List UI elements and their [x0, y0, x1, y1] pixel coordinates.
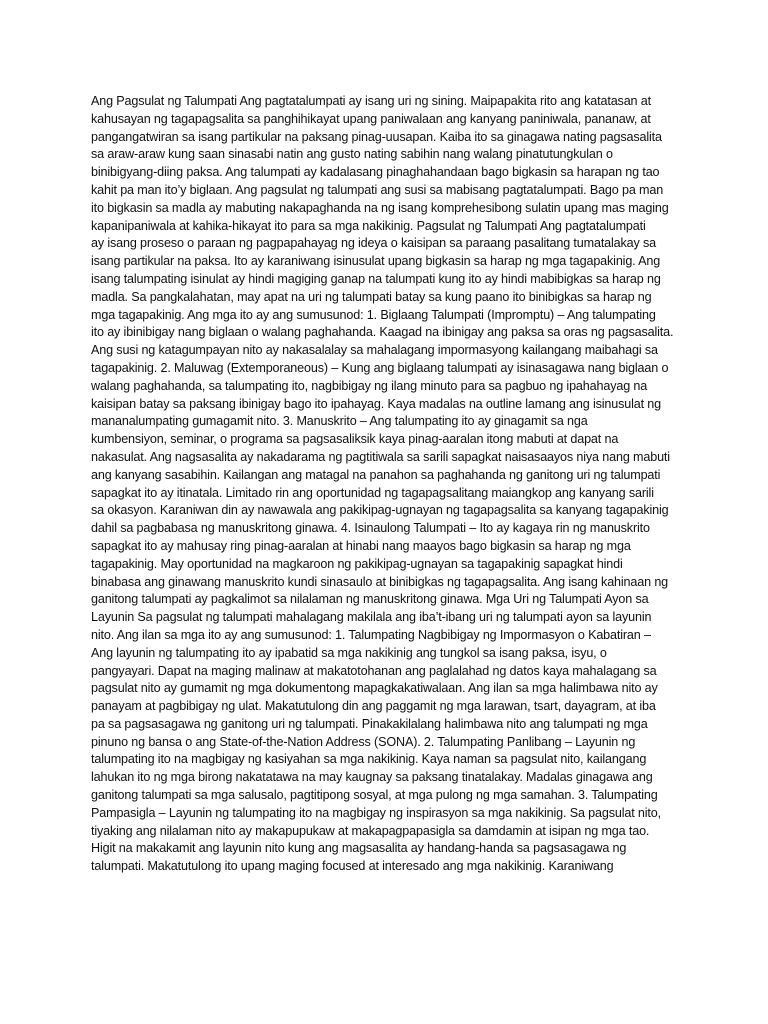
text-line: tiyaking ang nilalaman nito ay makapupukaw at makapagpapasigla sa damdamin at isipan ng mga tao. — [91, 823, 650, 838]
text-line: talumpati. Makatutulong ito upang maging focused at interesado ang mga nakikinig. Karaniwang — [91, 859, 614, 874]
text-line: dahil sa pagbabasa ng manuskritong ginawa. 4. Isinaulong Talumpati – Ito ay kagaya rin ng manuskrito — [91, 521, 650, 536]
text-line: pangangatwiran sa isang partikular na paksang pinag-uusapan. Kaiba ito sa ginagawa nating pagsasalita — [91, 129, 662, 144]
text-line: Pampasigla – Layunin ng talumpating ito na magbigay ng inspirasyon sa mga nakikinig. Sa pagsulat nito, — [91, 805, 661, 820]
text-line: Ang layunin ng talumpating ito ay ipabatid sa mga nakikinig ang tungkol sa isang paksa, isyu, o — [91, 645, 607, 660]
text-line: madla. Sa pangkalahatan, may apat na uri ng talumpati batay sa kung paano ito binibigkas sa harap ng — [91, 289, 652, 304]
text-line: binabasa ang ginawang manuskrito kundi sinasaulo at binibigkas ng tagapagsalita. Ang isang kahinaan ng — [91, 574, 669, 589]
text-line: ay isang proseso o paraan ng pagpapahayag ng ideya o kaisipan sa paraang pasalitang tumatalakay sa — [91, 236, 657, 251]
text-line: pinuno ng bansa o ang State-of-the-Nation Address (SONA). 2. Talumpating Panlibang – Layunin ng — [91, 734, 636, 749]
text-line: ang kanyang sasabihin. Kailangan ang matagal na panahon sa paghahanda ng ganitong uri ng talumpati — [91, 467, 661, 482]
text-line: pa sa pagsasagawa ng ganitong uri ng talumpati. Pinakakilalang halimbawa nito ang talumpati ng mga — [91, 716, 648, 731]
text-line: panayam at pagbibigay ng ulat. Makatutulong din ang paggamit ng mga larawan, tsart, dayagram, at iba — [91, 699, 656, 714]
text-line: pagsulat nito ay gumamit ng mga dokumentong mapagkakatiwalaan. Ang ilan sa mga halimbawa nito ay — [91, 681, 658, 696]
text-line: tagapakinig. May oportunidad na magkaroon ng pakikipag-ugnayan sa tagapakinig sapagkat hindi — [91, 556, 623, 571]
text-line: sapagkat ito ay itinatala. Limitado rin ang oportunidad ng tagapagsalitang maiangkop ang kanyang sarili — [91, 485, 654, 500]
text-line: Ang Pagsulat ng Talumpati Ang pagtatalumpati ay isang uri ng sining. Maipapakita rito ang katatasan at — [91, 94, 651, 108]
text-line: kumbensiyon, seminar, o programa sa pagsasaliksik kaya pinag-aaralan itong mabuti at dapat na — [91, 432, 619, 447]
text-line: kahit pa man ito’y biglaan. Ang pagsulat ng talumpati ang susi sa mabisang pagtatalumpati. Bago pa man — [91, 182, 664, 197]
text-line: ito ay ibinibigay nang biglaan o walang paghahanda. Kaagad na ibinigay ang paksa sa oras ng pagsasalita. — [91, 325, 674, 340]
text-line: Higit na makakamit ang layunin nito kung ang magsasalita ay handang-handa sa pagsasagawa ng — [91, 841, 627, 856]
text-line: mga tagapakinig. Ang mga ito ay ang sumusunod: 1. Biglaang Talumpati (Impromptu) – Ang talumpating — [91, 307, 656, 322]
text-line: sa okasyon. Karaniwan din ay nawawala ang pakikipag-ugnayan ng tagapagsalita sa kanyang tagapakinig — [91, 503, 669, 518]
text-line: pangyayari. Dapat na maging malinaw at makatotohanan ang paglalahad ng datos kaya mahalagang sa — [91, 663, 657, 678]
text-line: kapanipaniwala at kahika-hikayat ito para sa mga nakikinig. Pagsulat ng Talumpati Ang pagtatalumpati — [91, 218, 646, 233]
text-line: talumpating ito na magbigay ng kasiyahan sa mga nakikinig. Kaya naman sa pagsulat nito, kailangang — [91, 752, 647, 767]
text-line: walang paghahanda, sa talumpating ito, nagbibigay ng ilang minuto para sa pagbuo ng ipahahayag na — [91, 378, 648, 393]
text-line: binibigyang-diing paksa. Ang talumpati ay kadalasang pinaghahandaan bago bigkasin sa harapan ng tao — [91, 165, 660, 180]
text-line: sa araw-araw kung saan sinasabi natin ang gusto nating sabihin nang walang pinatutungkulan o — [91, 147, 613, 162]
text-line: Layunin Sa pagsulat ng talumpati mahalagang makilala ang iba’t-ibang uri ng talumpati ayon sa layunin — [91, 610, 652, 625]
text-line: nakasulat. Ang nagsasalita ay nakadarama ng pagtitiwala sa sarili sapagkat naisasaayos niya nang mabuti — [91, 449, 670, 464]
text-line: nito. Ang ilan sa mga ito ay ang sumusunod: 1. Talumpating Nagbibigay ng Impormasyon o Kabatiran – — [91, 627, 651, 642]
text-line: sapagkat ito ay mahusay ring pinag-aaralan at hinabi nang maayos bago bigkasin sa harap ng mga — [91, 538, 631, 553]
text-line: mananalumpating gumagamit nito. 3. Manuskrito – Ang talumpating ito ay ginagamit sa nga — [91, 414, 588, 429]
text-line: Ang susi ng katagumpayan nito ay nakasalalay sa mahalagang impormasyong kailangang maibahagi sa — [91, 343, 658, 358]
text-line: isang talumpating isinulat ay hindi magiging ganap na talumpati kung ito ay hindi mabibigkas sa harap ng — [91, 271, 661, 286]
text-line: ganitong talumpati sa mga salusalo, pagtitipong sosyal, at mga pulong ng mga samahan. 3. Talumpating — [91, 788, 658, 803]
text-line: kaisipan batay sa paksang ibinigay bago ito ipahayag. Kaya madalas na outline lamang ang isinusulat ng — [91, 396, 662, 411]
text-line: tagapakinig. 2. Maluwag (Extemporaneous) – Kung ang biglaang talumpati ay isinasagawa nang biglaan o — [91, 360, 669, 375]
text-line: ito bigkasin sa madla ay mabuting nakapaghanda na ng isang komprehesibong sulatin upang mas maging — [91, 200, 669, 215]
text-line: kahusayan ng tagapagsalita sa panghihikayat upang paniwalaan ang kanyang paniniwala, pananaw, at — [91, 111, 651, 126]
text-line: ganitong talumpati ay pagkalimot sa nilalaman ng manuskritong ginawa. Mga Uri ng Talumpati Ayon sa — [91, 592, 649, 607]
text-line: isang partikular na paksa. Ito ay karaniwang isinusulat upang bigkasin sa harap ng mga tagapakinig. Ang — [91, 254, 661, 269]
body-text — [91, 93, 691, 876]
text-line: lahukan ito ng mga birong nakatatawa na may kaugnay sa paksang tinatalakay. Madalas ginagawa ang — [91, 770, 653, 785]
